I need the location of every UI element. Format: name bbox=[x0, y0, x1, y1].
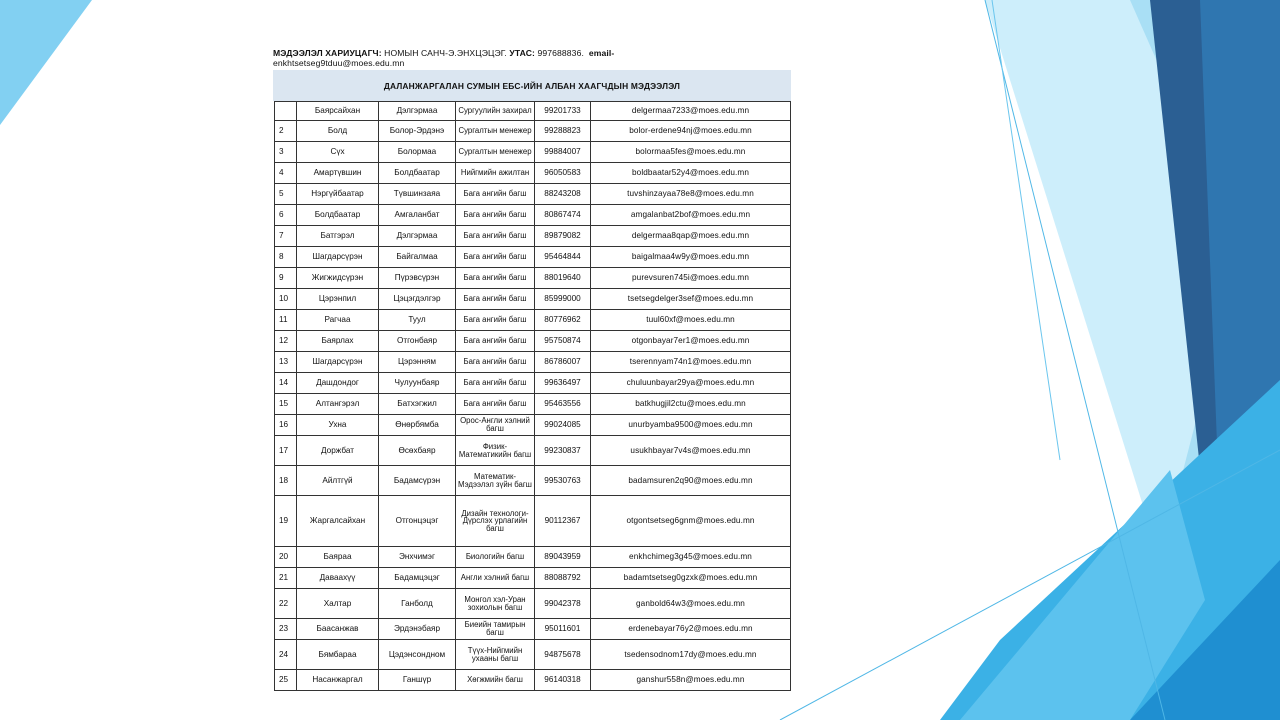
table-row bbox=[275, 226, 791, 247]
position-cell: Бага ангийн багш bbox=[456, 247, 535, 268]
row-number-cell bbox=[275, 102, 297, 121]
last-name-cell: Шагдарсүрэн bbox=[297, 352, 379, 373]
phone-number-cell: 94875678 bbox=[535, 640, 591, 670]
first-name-cell: Амгаланбат bbox=[379, 205, 456, 226]
position-cell: Биеийн тамирын багш bbox=[456, 619, 535, 640]
last-name-cell: Бямбараа bbox=[297, 640, 379, 670]
phone-number-cell: 99042378 bbox=[535, 589, 591, 619]
email-address-cell: otgonbayar7er1@moes.edu.mn bbox=[591, 331, 791, 352]
table-row bbox=[275, 415, 791, 436]
position-cell: Бага ангийн багш bbox=[456, 289, 535, 310]
position-cell: Бага ангийн багш bbox=[456, 205, 535, 226]
row-number-cell: 16 bbox=[275, 415, 297, 436]
phone-number-cell: 95750874 bbox=[535, 331, 591, 352]
position-cell: Бага ангийн багш bbox=[456, 184, 535, 205]
row-number-cell: 8 bbox=[275, 247, 297, 268]
document-image bbox=[273, 48, 791, 691]
email-address-cell: enkhchimeg3g45@moes.edu.mn bbox=[591, 547, 791, 568]
phone-number-cell: 95011601 bbox=[535, 619, 591, 640]
last-name-cell: Насанжаргал bbox=[297, 670, 379, 691]
last-name-cell: Жаргалсайхан bbox=[297, 496, 379, 547]
email-address-cell: delgermaa7233@moes.edu.mn bbox=[591, 102, 791, 121]
row-number-cell: 4 bbox=[275, 163, 297, 184]
phone-label: УТАС: bbox=[509, 48, 536, 58]
row-number-cell: 9 bbox=[275, 268, 297, 289]
first-name-cell: Туул bbox=[379, 310, 456, 331]
table-row bbox=[275, 589, 791, 619]
row-number-cell: 14 bbox=[275, 373, 297, 394]
email-address-cell: chuluunbayar29ya@moes.edu.mn bbox=[591, 373, 791, 394]
email-address-cell: amgalanbat2bof@moes.edu.mn bbox=[591, 205, 791, 226]
email-address-cell: tsedensodnom17dy@moes.edu.mn bbox=[591, 640, 791, 670]
position-cell: Орос-Англи хэлний багш bbox=[456, 415, 535, 436]
contact-header bbox=[273, 48, 791, 68]
row-number-cell: 10 bbox=[275, 289, 297, 310]
last-name-cell: Нэргүйбаатар bbox=[297, 184, 379, 205]
table-row bbox=[275, 436, 791, 466]
table-row bbox=[275, 619, 791, 640]
phone-number-cell: 88243208 bbox=[535, 184, 591, 205]
position-cell: Бага ангийн багш bbox=[456, 310, 535, 331]
position-cell: Монгол хэл-Уран зохиолын багш bbox=[456, 589, 535, 619]
last-name-cell: Ухна bbox=[297, 415, 379, 436]
table-row bbox=[275, 331, 791, 352]
position-cell: Бага ангийн багш bbox=[456, 268, 535, 289]
table-row bbox=[275, 310, 791, 331]
row-number-cell: 5 bbox=[275, 184, 297, 205]
email-value: enkhtsetseg9tduu@moes.edu.mn bbox=[273, 58, 405, 68]
last-name-cell: Цэрэнпил bbox=[297, 289, 379, 310]
phone-number-cell: 88019640 bbox=[535, 268, 591, 289]
email-address-cell: tuul60xf@moes.edu.mn bbox=[591, 310, 791, 331]
row-number-cell: 13 bbox=[275, 352, 297, 373]
table-row bbox=[275, 496, 791, 547]
row-number-cell: 11 bbox=[275, 310, 297, 331]
phone-number-cell: 86786007 bbox=[535, 352, 591, 373]
phone-number-cell: 95464844 bbox=[535, 247, 591, 268]
phone-number-cell: 99024085 bbox=[535, 415, 591, 436]
first-name-cell: Пүрэвсүрэн bbox=[379, 268, 456, 289]
table-row bbox=[275, 466, 791, 496]
staff-table-body bbox=[275, 102, 791, 691]
phone-number-cell: 88088792 bbox=[535, 568, 591, 589]
last-name-cell: Рагчаа bbox=[297, 310, 379, 331]
first-name-cell: Цэдэнсондном bbox=[379, 640, 456, 670]
first-name-cell: Байгалмаа bbox=[379, 247, 456, 268]
phone-number-cell: 99288823 bbox=[535, 121, 591, 142]
table-row bbox=[275, 394, 791, 415]
row-number-cell: 15 bbox=[275, 394, 297, 415]
last-name-cell: Дашдондог bbox=[297, 373, 379, 394]
phone-number-cell: 95463556 bbox=[535, 394, 591, 415]
email-address-cell: badamsuren2q90@moes.edu.mn bbox=[591, 466, 791, 496]
first-name-cell: Эрдэнэбаяр bbox=[379, 619, 456, 640]
table-row bbox=[275, 352, 791, 373]
table-row bbox=[275, 670, 791, 691]
table-row bbox=[275, 268, 791, 289]
last-name-cell: Амартүвшин bbox=[297, 163, 379, 184]
last-name-cell: Шагдарсүрэн bbox=[297, 247, 379, 268]
first-name-cell: Цэрэнням bbox=[379, 352, 456, 373]
email-address-cell: bolor-erdene94nj@moes.edu.mn bbox=[591, 121, 791, 142]
position-cell: Бага ангийн багш bbox=[456, 331, 535, 352]
first-name-cell: Отгонцэцэг bbox=[379, 496, 456, 547]
first-name-cell: Өнөрбямба bbox=[379, 415, 456, 436]
first-name-cell: Батхэгжил bbox=[379, 394, 456, 415]
row-number-cell: 12 bbox=[275, 331, 297, 352]
row-number-cell: 21 bbox=[275, 568, 297, 589]
last-name-cell: Батгэрэл bbox=[297, 226, 379, 247]
contact-name: НОМЫН САНЧ-Э.ЭНХЦЭЦЭГ. bbox=[384, 48, 507, 58]
document-title-text: ДАЛАНЖАРГАЛАН СУМЫН ЕБС-ИЙН АЛБАН ХААГЧДЫН МЭДЭЭЛЭЛ bbox=[383, 80, 681, 91]
phone-number-cell: 96050583 bbox=[535, 163, 591, 184]
staff-table bbox=[274, 101, 791, 691]
table-row bbox=[275, 142, 791, 163]
phone-number-cell: 99201733 bbox=[535, 102, 591, 121]
position-cell: Бага ангийн багш bbox=[456, 394, 535, 415]
first-name-cell: Болдбаатар bbox=[379, 163, 456, 184]
position-cell: Хөгжмийн багш bbox=[456, 670, 535, 691]
email-address-cell: badamtsetseg0gzxk@moes.edu.mn bbox=[591, 568, 791, 589]
document-title bbox=[273, 70, 791, 101]
first-name-cell: Дэлгэрмаа bbox=[379, 226, 456, 247]
position-cell: Нийгмийн ажилтан bbox=[456, 163, 535, 184]
email-address-cell: tserennyam74n1@moes.edu.mn bbox=[591, 352, 791, 373]
first-name-cell: Ганшүр bbox=[379, 670, 456, 691]
position-cell: Англи хэлний багш bbox=[456, 568, 535, 589]
phone-number-cell: 85999000 bbox=[535, 289, 591, 310]
table-row bbox=[275, 373, 791, 394]
email-address-cell: baigalmaa4w9y@moes.edu.mn bbox=[591, 247, 791, 268]
row-number-cell: 20 bbox=[275, 547, 297, 568]
phone-number-cell: 99530763 bbox=[535, 466, 591, 496]
row-number-cell: 22 bbox=[275, 589, 297, 619]
phone-number-cell: 99636497 bbox=[535, 373, 591, 394]
position-cell: Бага ангийн багш bbox=[456, 226, 535, 247]
position-cell: Дизайн технологи-Дүрслэх урлагийн багш bbox=[456, 496, 535, 547]
table-row bbox=[275, 547, 791, 568]
table-row bbox=[275, 247, 791, 268]
last-name-cell: Даваахүү bbox=[297, 568, 379, 589]
table-row bbox=[275, 640, 791, 670]
last-name-cell: Баасанжав bbox=[297, 619, 379, 640]
position-cell: Бага ангийн багш bbox=[456, 352, 535, 373]
position-cell: Түүх-Нийгмийн ухааны багш bbox=[456, 640, 535, 670]
last-name-cell: Доржбат bbox=[297, 436, 379, 466]
first-name-cell: Чулуунбаяр bbox=[379, 373, 456, 394]
email-address-cell: ganbold64w3@moes.edu.mn bbox=[591, 589, 791, 619]
last-name-cell: Баярсайхан bbox=[297, 102, 379, 121]
last-name-cell: Сүх bbox=[297, 142, 379, 163]
email-label: email- bbox=[588, 48, 615, 58]
row-number-cell: 19 bbox=[275, 496, 297, 547]
table-row bbox=[275, 121, 791, 142]
first-name-cell: Өсөхбаяр bbox=[379, 436, 456, 466]
last-name-cell: Болд bbox=[297, 121, 379, 142]
row-number-cell: 3 bbox=[275, 142, 297, 163]
table-row bbox=[275, 184, 791, 205]
row-number-cell: 25 bbox=[275, 670, 297, 691]
first-name-cell: Түвшинзаяа bbox=[379, 184, 456, 205]
email-address-cell: tsetsegdelger3sef@moes.edu.mn bbox=[591, 289, 791, 310]
row-number-cell: 7 bbox=[275, 226, 297, 247]
last-name-cell: Халтар bbox=[297, 589, 379, 619]
last-name-cell: Алтангэрэл bbox=[297, 394, 379, 415]
position-cell: Биологийн багш bbox=[456, 547, 535, 568]
last-name-cell: Баярлах bbox=[297, 331, 379, 352]
first-name-cell: Бадамсүрэн bbox=[379, 466, 456, 496]
phone-number-cell: 80867474 bbox=[535, 205, 591, 226]
last-name-cell: Болдбаатар bbox=[297, 205, 379, 226]
table-row bbox=[275, 102, 791, 121]
phone-number-cell: 89879082 bbox=[535, 226, 591, 247]
email-address-cell: delgermaa8qap@moes.edu.mn bbox=[591, 226, 791, 247]
email-address-cell: batkhugjil2ctu@moes.edu.mn bbox=[591, 394, 791, 415]
table-row bbox=[275, 568, 791, 589]
phone-number-cell: 99230837 bbox=[535, 436, 591, 466]
row-number-cell: 17 bbox=[275, 436, 297, 466]
email-address-cell: tuvshinzayaa78e8@moes.edu.mn bbox=[591, 184, 791, 205]
first-name-cell: Отгонбаяр bbox=[379, 331, 456, 352]
last-name-cell: Жигжидсүрэн bbox=[297, 268, 379, 289]
phone-number-cell: 90112367 bbox=[535, 496, 591, 547]
first-name-cell: Болор-Эрдэнэ bbox=[379, 121, 456, 142]
email-address-cell: boldbaatar52y4@moes.edu.mn bbox=[591, 163, 791, 184]
email-address-cell: ganshur558n@moes.edu.mn bbox=[591, 670, 791, 691]
table-row bbox=[275, 163, 791, 184]
email-address-cell: erdenebayar76y2@moes.edu.mn bbox=[591, 619, 791, 640]
phone-number-cell: 89043959 bbox=[535, 547, 591, 568]
row-number-cell: 23 bbox=[275, 619, 297, 640]
phone-number-cell: 96140318 bbox=[535, 670, 591, 691]
email-address-cell: usukhbayar7v4s@moes.edu.mn bbox=[591, 436, 791, 466]
first-name-cell: Дэлгэрмаа bbox=[379, 102, 456, 121]
row-number-cell: 18 bbox=[275, 466, 297, 496]
position-cell: Сургуулийн захирал bbox=[456, 102, 535, 121]
phone-number-cell: 80776962 bbox=[535, 310, 591, 331]
position-cell: Бага ангийн багш bbox=[456, 373, 535, 394]
email-address-cell: bolormaa5fes@moes.edu.mn bbox=[591, 142, 791, 163]
row-number-cell: 2 bbox=[275, 121, 297, 142]
email-address-cell: purevsuren745i@moes.edu.mn bbox=[591, 268, 791, 289]
phone-value: 997688836. bbox=[537, 48, 584, 58]
first-name-cell: Ганболд bbox=[379, 589, 456, 619]
position-cell: Сургалтын менежер bbox=[456, 121, 535, 142]
row-number-cell: 6 bbox=[275, 205, 297, 226]
first-name-cell: Цэцэгдэлгэр bbox=[379, 289, 456, 310]
position-cell: Математик-Мэдээлэл зүйн багш bbox=[456, 466, 535, 496]
table-row bbox=[275, 289, 791, 310]
first-name-cell: Болормаа bbox=[379, 142, 456, 163]
left-triangle-decoration bbox=[0, 0, 92, 125]
email-address-cell: otgontsetseg6gnm@moes.edu.mn bbox=[591, 496, 791, 547]
position-cell: Физик-Математикийн багш bbox=[456, 436, 535, 466]
email-address-cell: unurbyamba9500@moes.edu.mn bbox=[591, 415, 791, 436]
first-name-cell: Бадамцэцэг bbox=[379, 568, 456, 589]
last-name-cell: Айлтгүй bbox=[297, 466, 379, 496]
contact-label: МЭДЭЭЛЭЛ ХАРИУЦАГЧ: bbox=[273, 48, 382, 58]
position-cell: Сургалтын менежер bbox=[456, 142, 535, 163]
table-row bbox=[275, 205, 791, 226]
row-number-cell: 24 bbox=[275, 640, 297, 670]
last-name-cell: Баяраа bbox=[297, 547, 379, 568]
phone-number-cell: 99884007 bbox=[535, 142, 591, 163]
first-name-cell: Энхчимэг bbox=[379, 547, 456, 568]
